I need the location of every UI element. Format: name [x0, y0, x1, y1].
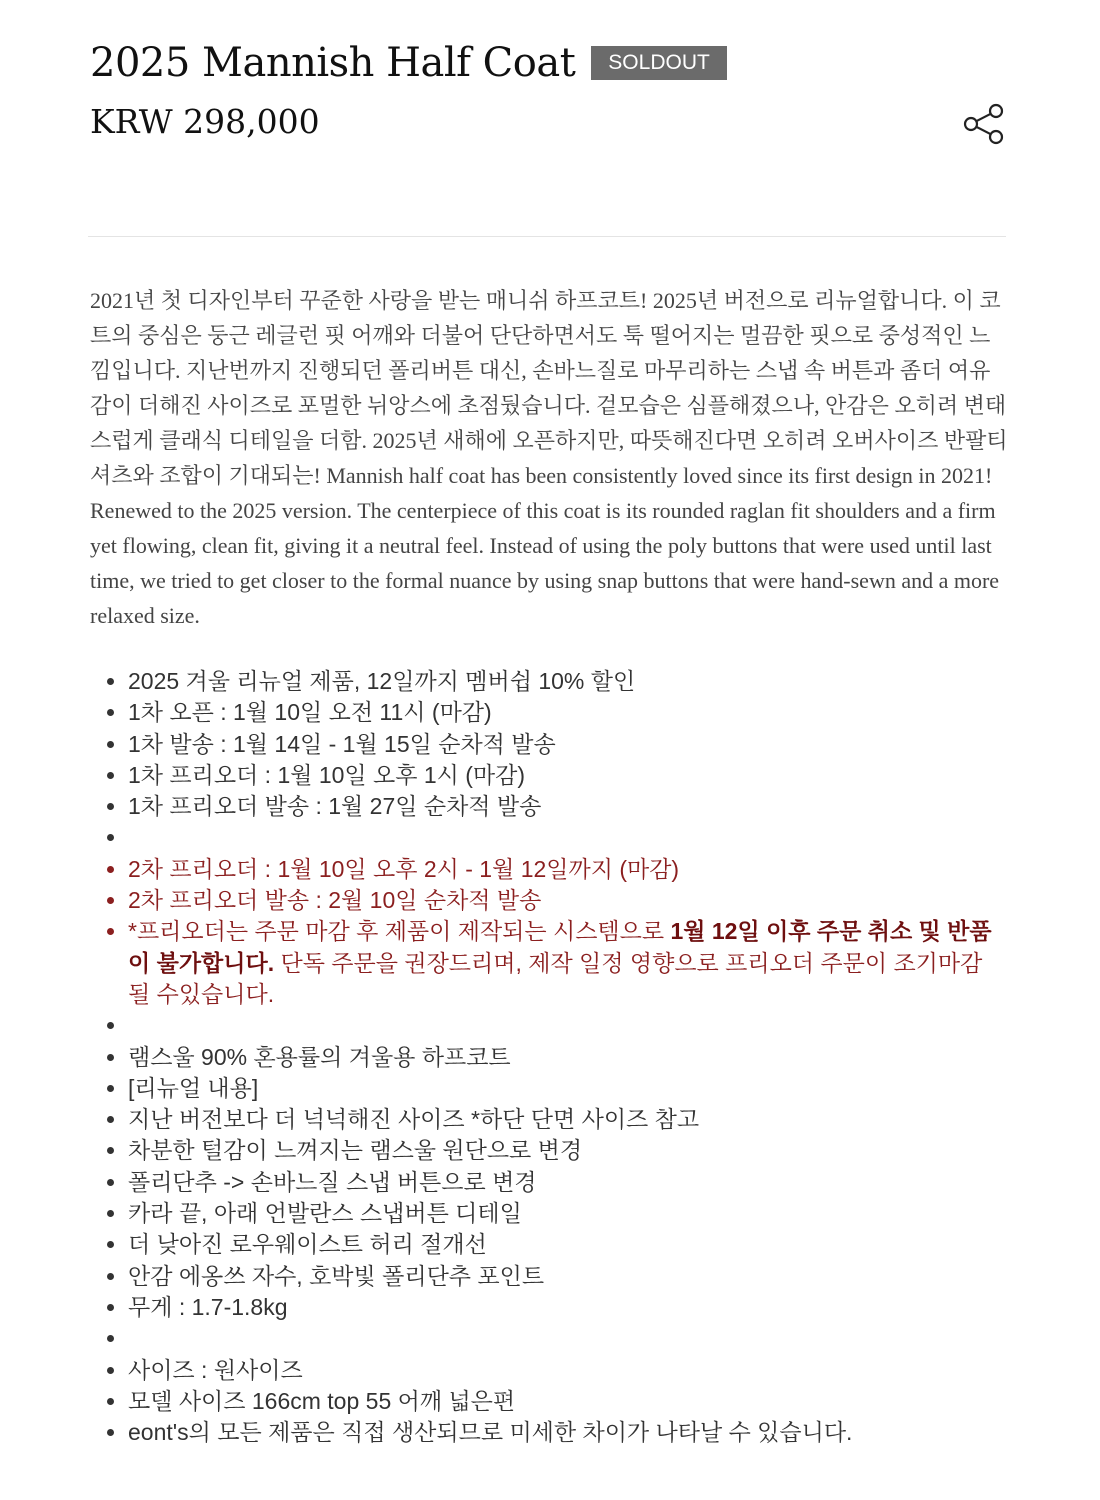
list-item: • 카라 끝, 아래 언발란스 스냅버튼 디테일: [128, 1198, 1008, 1229]
notice-suffix: 단독 주문을 권장드리며, 제작 일정 영향으로 프리오더 주문이 조기마감 될 수있습니다.: [128, 949, 983, 1007]
product-price: KRW 298,000: [90, 102, 320, 141]
list-item: [128, 822, 1008, 853]
list-item: • 지난 버전보다 더 넉넉해진 사이즈 *하단 단면 사이즈 참고: [128, 1104, 1008, 1135]
list-item: • 2025 겨울 리뉴얼 제품, 12일까지 멤버쉽 10% 할인: [128, 666, 1008, 697]
list-item: • 2차 프리오더 발송 : 2월 10일 순차적 발송: [128, 885, 1008, 916]
list-item: • 2차 프리오더 : 1월 10일 오후 2시 - 1월 12일까지 (마감): [128, 854, 1008, 885]
product-title: 2025 Mannish Half Coat: [90, 40, 576, 86]
list-item: • 폴리단추 -> 손바느질 스냅 버튼으로 변경: [128, 1167, 1008, 1198]
notice-prefix: *프리오더는 주문 마감 후 제품이 제작되는 시스템으로: [128, 918, 671, 945]
list-item: • [리뉴얼 내용]: [128, 1073, 1008, 1104]
soldout-badge: SOLDOUT: [591, 46, 727, 80]
product-description: 2021년 첫 디자인부터 꾸준한 사랑을 받는 매니쉬 하프코트! 2025년 버전으로 리뉴얼합니다. 이 코트의 중심은 둥근 레글런 핏 어깨와 더불어 단단하면서도 툭 떨어지는 멀끔한 핏으로 중성적인 느낌입니다. 지난번까지 진행되던 폴리버튼 대신, 손바느질로 마무리하는 스냅 속 버튼과 좀더 여유감이 더해진 사이즈로 포멀한 뉘앙스에 초점뒀습니다. 겉모습은 심플해졌으나, 안감은 오히려 변태스럽게 클래식 디테일을 더함. 2025년 새해에 오픈하지만, 따뜻해진다면 오히려 오버사이즈 반팔티셔츠와 조합이 기대되는! Mannish half coat has been consistently loved since its first design in 2021! Renewed to the 2025 version. The centerpiece of this coat is its rounded raglan fit shoulders and a firm yet flowing, clean fit, giving it a neutral feel. Instead of using the poly buttons that were used until last time, we tried to get closer to the formal nuance by using snap buttons that were hand-sewn and a more relaxed size.: [90, 288, 1008, 628]
share-icon[interactable]: [962, 103, 1006, 145]
list-item: [128, 1323, 1008, 1354]
list-item: • 차분한 털감이 느껴지는 램스울 원단으로 변경: [128, 1135, 1008, 1166]
list-item: • 무게 : 1.7-1.8kg: [128, 1292, 1008, 1323]
list-item: • eont's의 모든 제품은 직접 생산되므로 미세한 차이가 나타날 수 있습니다.: [128, 1417, 1008, 1448]
preorder-notice: [128, 916, 1008, 1010]
list-item: • 모델 사이즈 166cm top 55 어깨 넓은편: [128, 1386, 1008, 1417]
list-item: • 1차 발송 : 1월 14일 - 1월 15일 순차적 발송: [128, 729, 1008, 760]
list-item: • 안감 에옹쓰 자수, 호박빛 폴리단추 포인트: [128, 1261, 1008, 1292]
list-item: • 램스울 90% 혼용률의 겨울용 하프코트: [128, 1042, 1008, 1073]
list-item: • 1차 프리오더 : 1월 10일 오후 1시 (마감): [128, 760, 1008, 791]
list-item: • 더 낮아진 로우웨이스트 허리 절개선: [128, 1229, 1008, 1260]
list-item: • 사이즈 : 원사이즈: [128, 1355, 1008, 1386]
title-row: [90, 40, 727, 86]
list-item: • 1차 오픈 : 1월 10일 오전 11시 (마감): [128, 697, 1008, 728]
list-item: [128, 1010, 1008, 1041]
notice-bold: 1월 12일 이후 주문 취소 및 반품이 불가합니다.: [128, 918, 992, 976]
detail-list: [90, 666, 1008, 1448]
divider: [88, 236, 1006, 237]
list-item: • 1차 프리오더 발송 : 1월 27일 순차적 발송: [128, 791, 1008, 822]
